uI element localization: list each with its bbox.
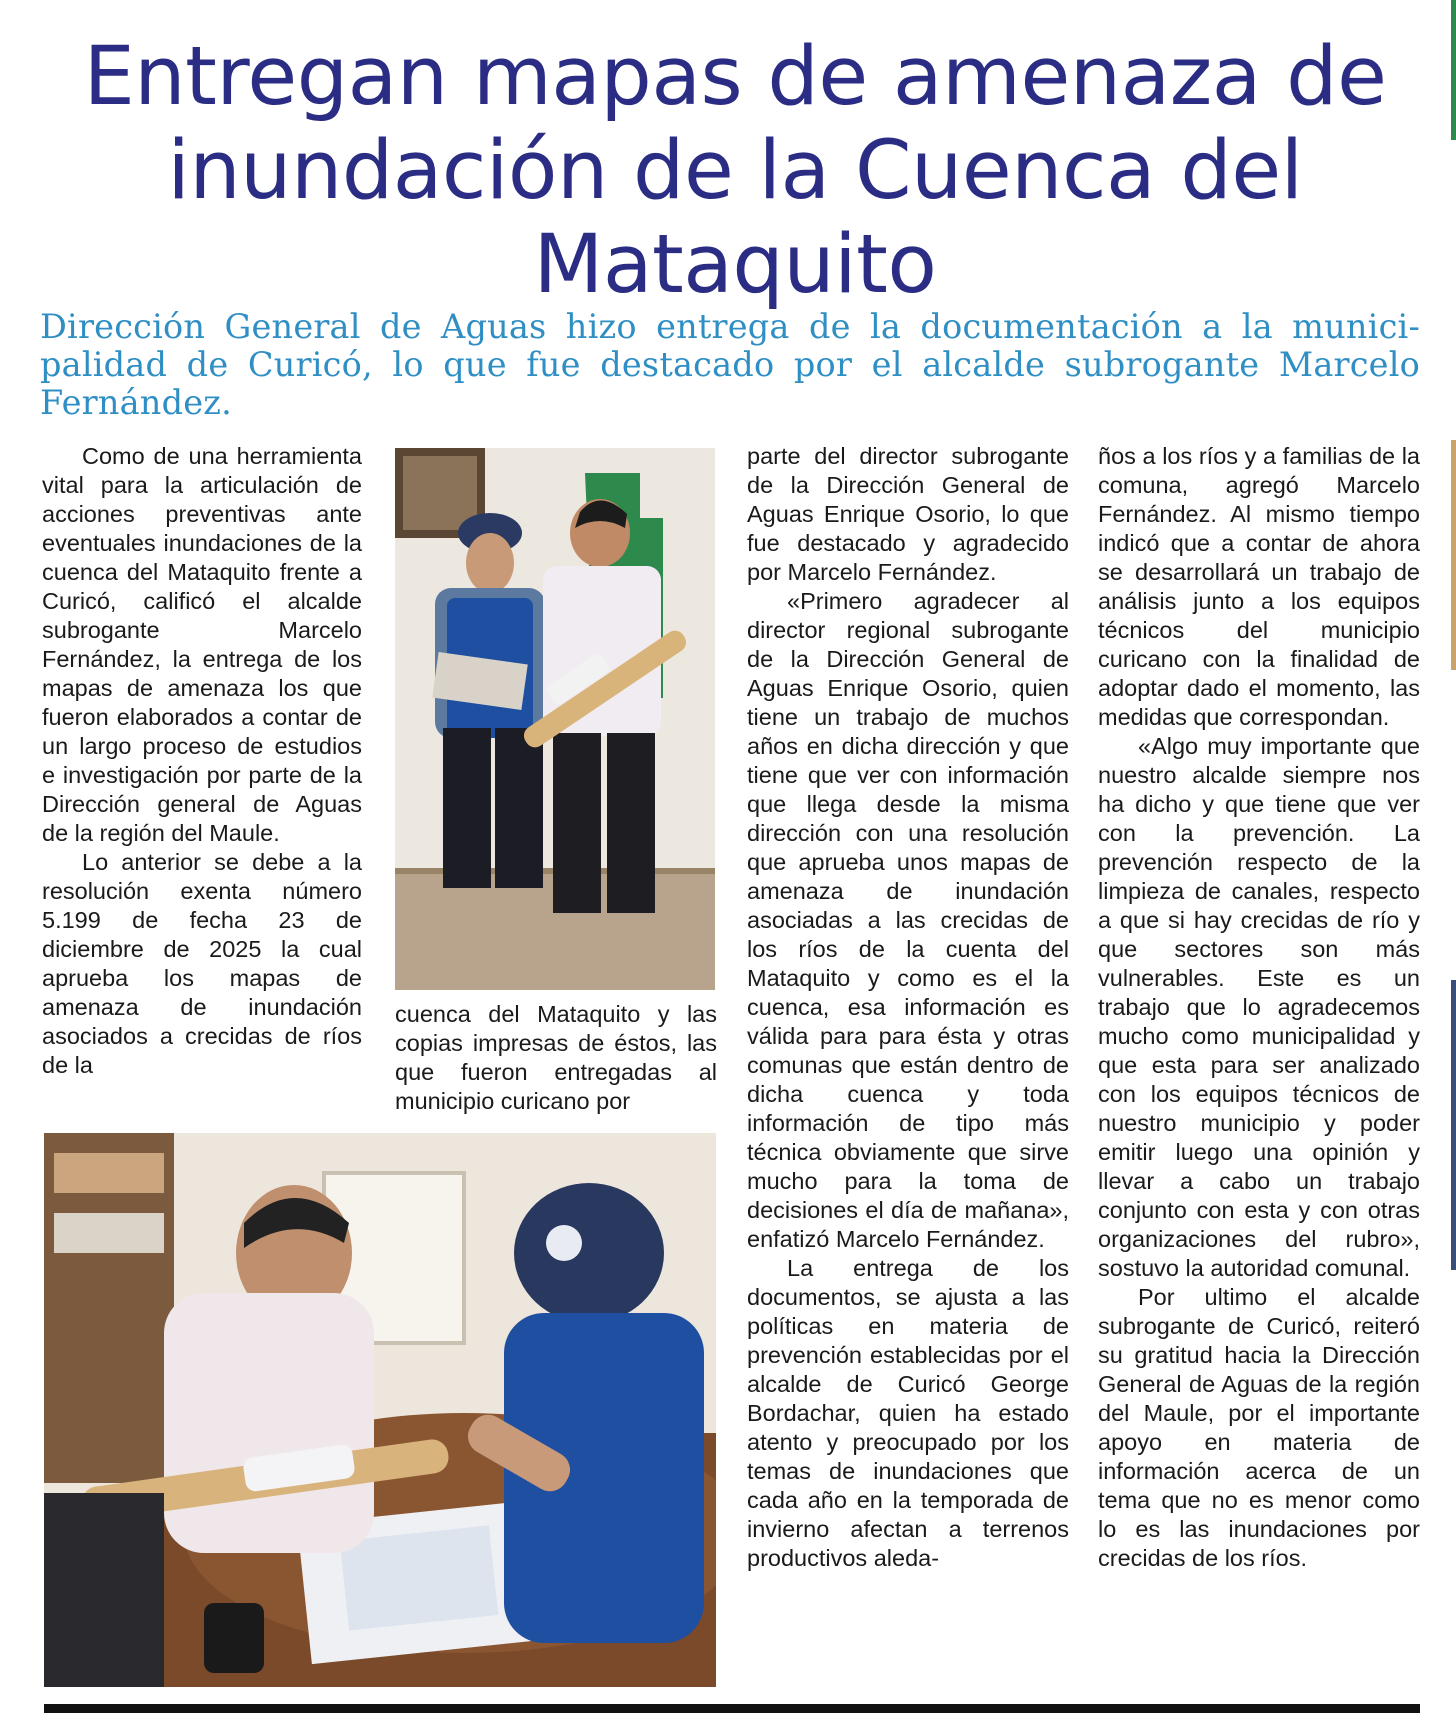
edge-strip — [1451, 440, 1456, 670]
paragraph: Como de una herramienta vital para la articulación de acciones preventivas ante eventuales inundaciones de la cuenca del Mataquito frente a Curicó, calificó el alcalde subrogante Marcelo Fernández, la entrega de los mapas de amenaza los que fueron elaborados a contar de un largo proceso de estudios e investigación por parte de la Dirección general de Aguas de la región del Maule. — [42, 443, 362, 846]
article-column-4 — [1098, 442, 1420, 1573]
paragraph: Lo anterior se debe a la resolución exenta número 5.199 de fecha 23 de diciembre de 2025 la cual aprueba los mapas de amenaza de inundación asociados a crecidas de ríos de la — [42, 849, 362, 1078]
edge-strip — [1451, 980, 1456, 1270]
edge-strip — [1451, 0, 1456, 140]
paragraph: parte del director subrogante de la Dirección General de Aguas Enrique Osorio, lo que fue destacado y agradecido por Marcelo Fernández. — [747, 443, 1069, 585]
headline: Entregan mapas de amenaza de inundación de la Cuenca del Mataquito — [83, 30, 1387, 312]
deck-subtitle: Dirección General de Aguas hizo entrega de la documentación a la munici-palidad de Curicó, lo que fue destacado por el alcalde subrogante Marcelo Fernández. — [40, 307, 1420, 422]
photo-officials-holding-maps — [395, 448, 715, 990]
article-column-2 — [395, 1000, 717, 1116]
article-column-1 — [42, 442, 362, 1080]
article-column-3 — [747, 442, 1069, 1573]
paragraph: Por ultimo el alcalde subrogante de Curicó, reiteró su gratitud hacia la Dirección General de Aguas de la región del Maule, por el importante apoyo en materia de información acerca de un tema que no es menor como lo es las inundaciones por crecidas de los ríos. — [1098, 1284, 1420, 1571]
bottom-rule — [44, 1704, 1420, 1713]
paragraph: ños a los ríos y a familias de la comuna, agregó Marcelo Fernández. Al mismo tiempo indicó que a contar de ahora se desarrollará un trabajo de análisis junto a los equipos técnicos del municipio curicano con la finalidad de adoptar dado el momento, las medidas que correspondan. — [1098, 443, 1420, 730]
paragraph: «Primero agradecer al director regional subrogante de la Dirección General de Aguas Enrique Osorio, quien tiene un trabajo de muchos años en dicha dirección y que tiene que ver con información que llega desde la misma dirección con una resolución que aprueba unos mapas de amenaza de inundación asociadas a las crecidas de los ríos de la cuenta del Mataquito y como es el la cuenca, esa información es válida para para ésta y otras comunas que están dentro de dicha cuenca y toda información de tipo más técnica obviamente que sirve mucho para la toma de decisiones el día de mañana», enfatizó Marcelo Fernández. — [747, 588, 1069, 1252]
paragraph: cuenca del Mataquito y las copias impresas de éstos, las que fueron entregadas al municipio curicano por — [395, 1001, 717, 1114]
photo-reviewing-documents — [44, 1133, 716, 1687]
paragraph: La entrega de los documentos, se ajusta a las políticas en materia de prevención establecidas por el alcalde de Curicó George Bordachar, quien ha estado atento y preocupado por los temas de inundaciones que cada año en la temporada de invierno afectan a terrenos productivos aleda- — [747, 1255, 1069, 1571]
paragraph: «Algo muy importante que nuestro alcalde siempre nos ha dicho y que tiene que ver con la prevención. La prevención respecto de la limpieza de canales, respecto a que si hay crecidas de río y que sectores son más vulnerables. Este es un trabajo que lo agradecemos mucho como municipalidad y que esta para ser analizado con los equipos técnicos de nuestro municipio y poder emitir luego una opinión y llevar a cabo un trabajo conjunto con esta y con otras organizaciones del rubro», sostuvo la autoridad comunal. — [1098, 733, 1420, 1281]
